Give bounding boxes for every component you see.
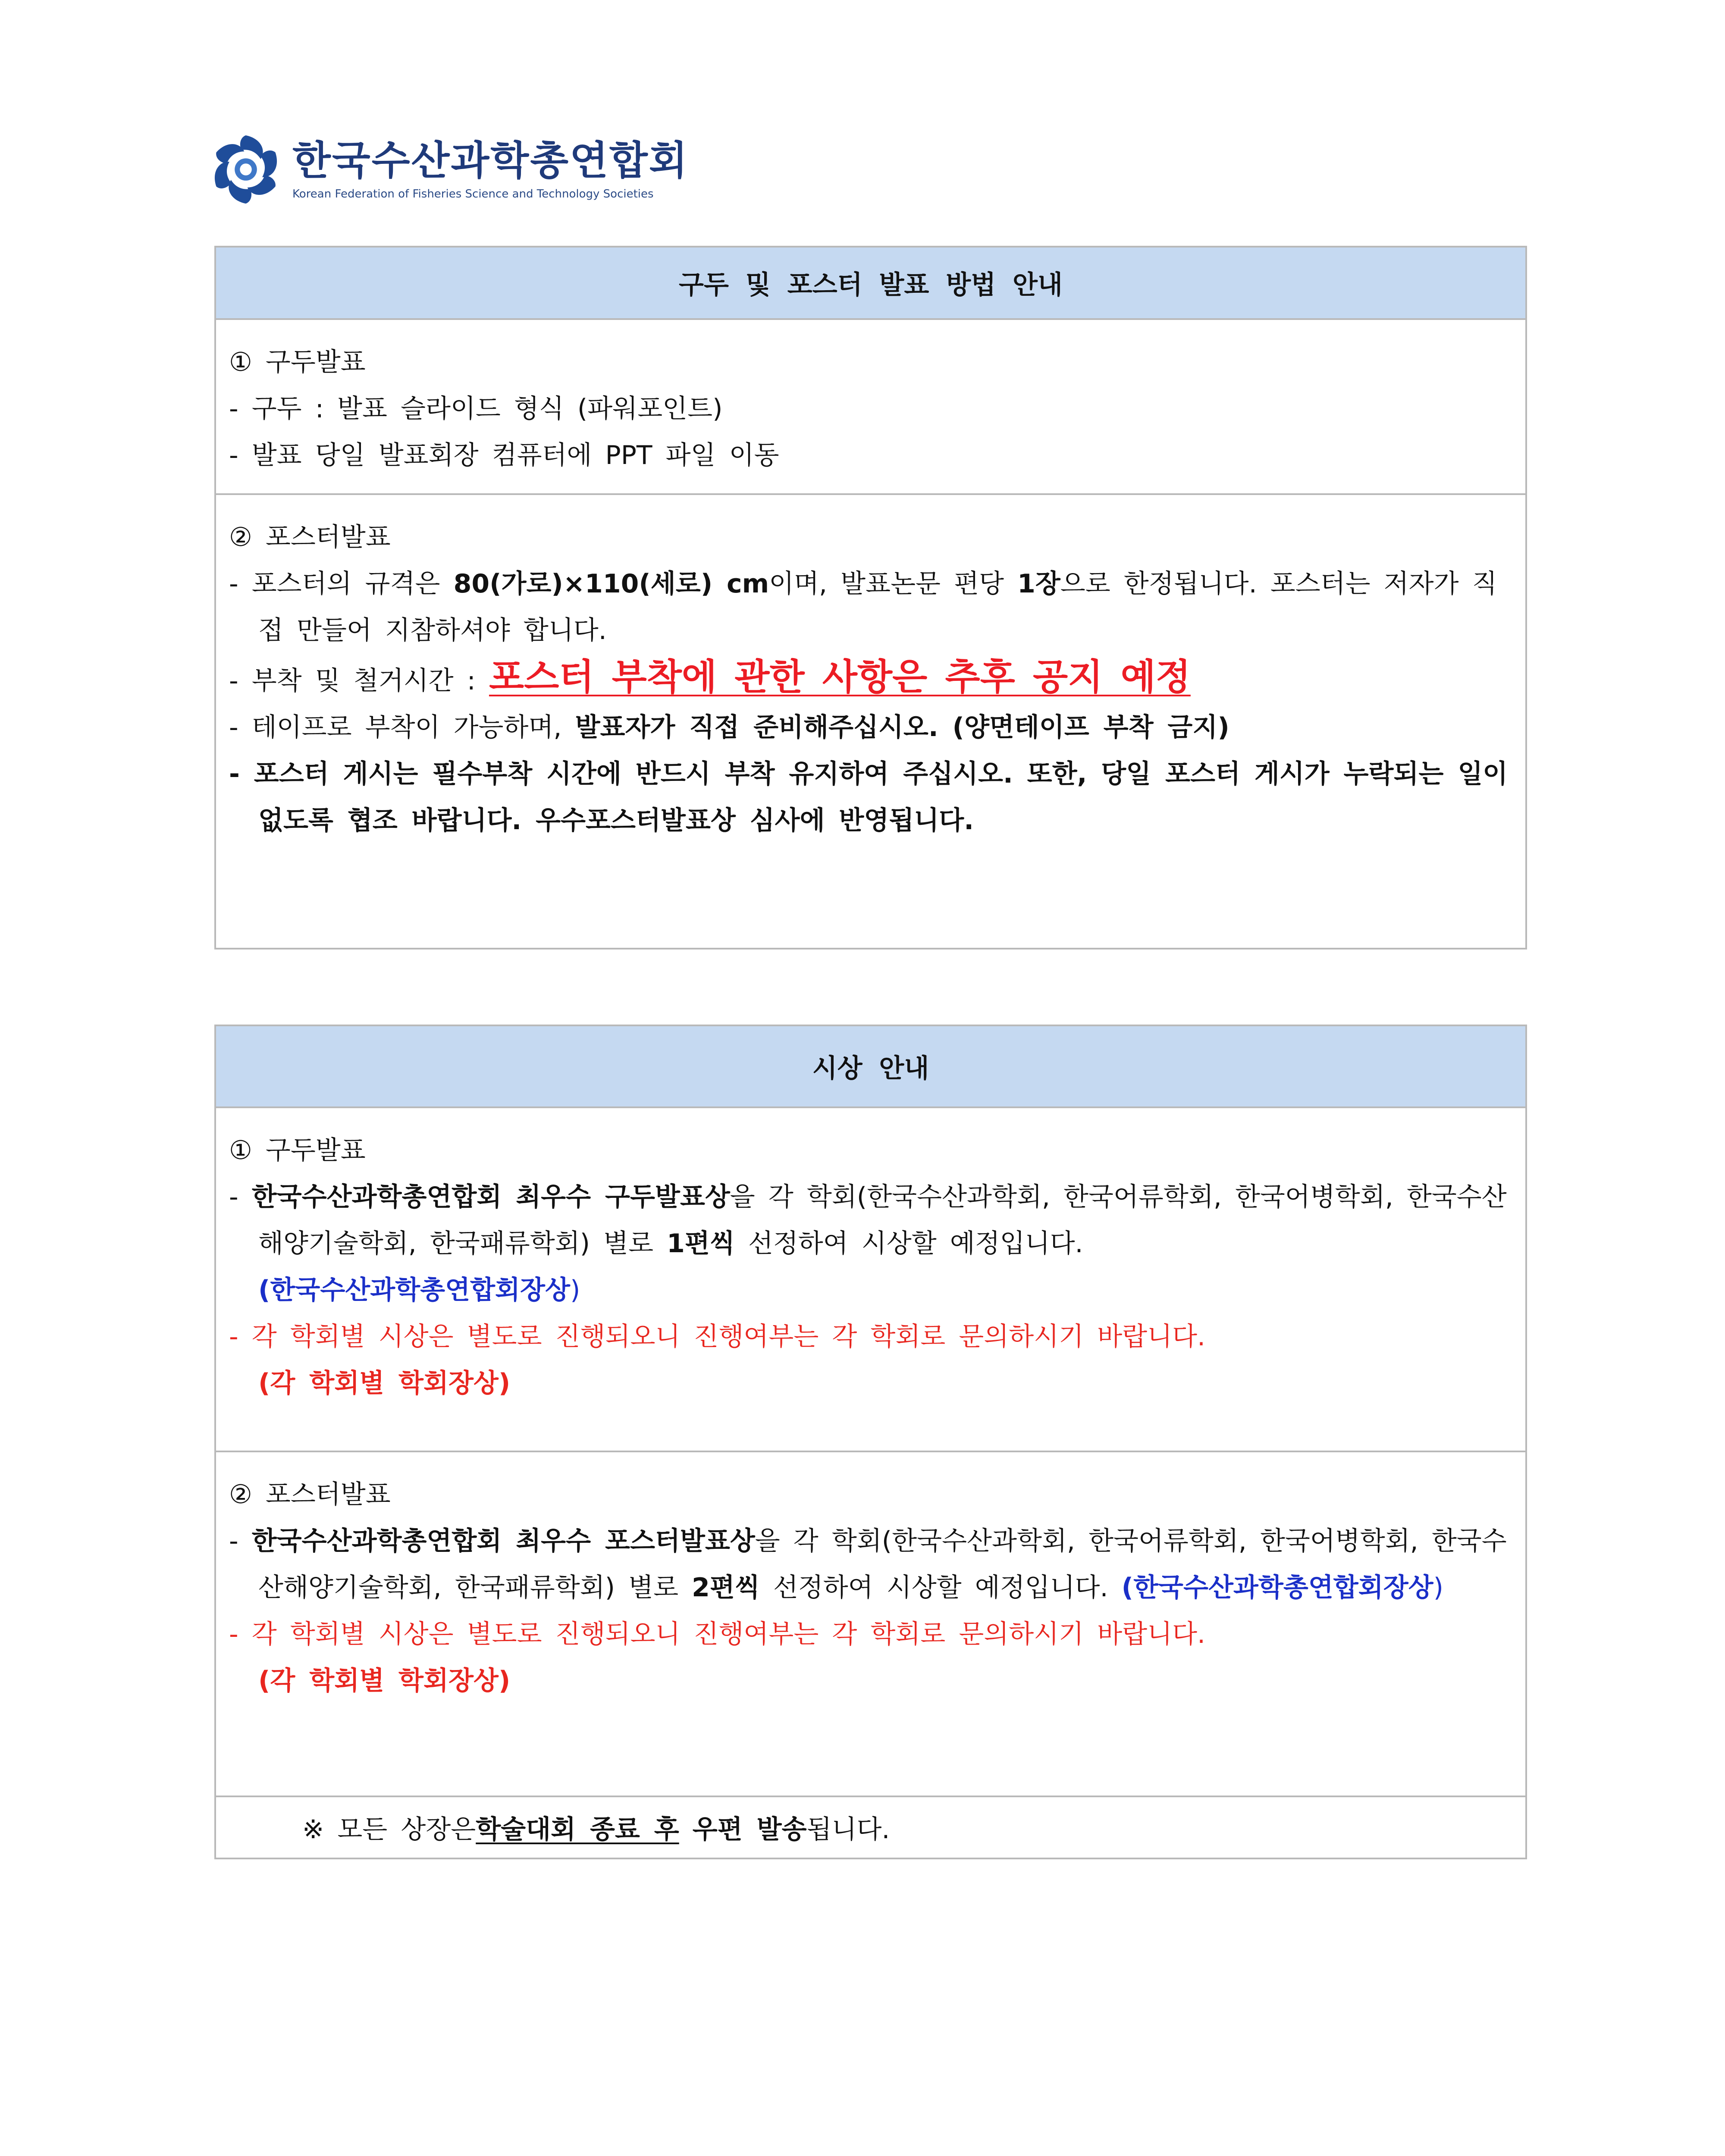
poster-count-value: 1장 bbox=[1017, 569, 1060, 599]
federation-name-korean: 한국수산과학총연합회 bbox=[292, 138, 689, 184]
poster-award-title-close: ) bbox=[1433, 1573, 1444, 1603]
poster-award-name: 한국수산과학총연합회 최우수 포스터발표상 bbox=[251, 1526, 755, 1556]
award-guide-title: 시상 안내 bbox=[216, 1026, 1525, 1108]
poster-tape-prefix: - 테이프로 부착이 가능하며, bbox=[229, 712, 575, 743]
poster-tape-line bbox=[229, 704, 1512, 751]
oral-award-count: 1편씩 bbox=[667, 1228, 735, 1259]
award-guide-box bbox=[214, 1025, 1527, 1859]
oral-award-title-close: ) bbox=[570, 1275, 580, 1305]
oral-award-heading: ① 구두발표 bbox=[229, 1135, 366, 1166]
poster-award-suffix: 선정하여 시상할 예정입니다. bbox=[759, 1573, 1122, 1603]
poster-attach-time-line bbox=[229, 654, 1512, 704]
poster-attach-notice: 포스터 부착에 관한 사항은 추후 공지 예정 bbox=[489, 656, 1191, 698]
award-note-suffix: 됩니다. bbox=[806, 1814, 890, 1845]
federation-emblem-icon bbox=[209, 132, 283, 207]
poster-award-middle: 을 각 학회(한국수산과학회, 한국어류학회, 한국어병학회, 한국수산해양기술학회, 한국패류학회) 별로 bbox=[258, 1526, 1507, 1603]
oral-society-award: (각 학회별 학회장상) bbox=[258, 1368, 511, 1398]
poster-award-title: (한국수산과학총연합회장상 bbox=[1121, 1573, 1433, 1603]
poster-size-value: 80(가로)×110(세로) cm bbox=[453, 569, 769, 599]
poster-tape-notice: 발표자가 직접 준비해주십시오. (양면테이프 부착 금지) bbox=[575, 712, 1229, 743]
federation-logo bbox=[209, 128, 689, 210]
oral-award-suffix: 선정하여 시상할 예정입니다. bbox=[734, 1228, 1083, 1259]
poster-display-notice: - 포스터 게시는 필수부착 시간에 반드시 부착 유지하여 주십시오. 또한, 당일 포스터 게시가 누락되는 일이 없도록 협조 바랍니다. 우수포스터발표상 심사에 반영됩니다. bbox=[229, 759, 1508, 836]
poster-award-dash: - bbox=[229, 1526, 252, 1556]
poster-award-description bbox=[229, 1518, 1512, 1611]
poster-award-heading: ② 포스터발표 bbox=[229, 1479, 391, 1510]
federation-name-english: Korean Federation of Fisheries Science and Technology Societies bbox=[292, 188, 654, 201]
poster-award-count: 2편씩 bbox=[692, 1573, 760, 1603]
poster-attach-label: - 부착 및 철거시간 : bbox=[229, 666, 489, 696]
award-note-method: 우편 발송 bbox=[692, 1814, 807, 1845]
oral-award-dash: - bbox=[229, 1182, 252, 1212]
poster-presentation-section bbox=[216, 495, 1525, 948]
oral-award-section bbox=[216, 1108, 1525, 1452]
oral-award-name: 한국수산과학총연합회 최우수 구두발표상 bbox=[251, 1182, 730, 1212]
poster-size-suffix: 으로 한정됩니다. 포스터는 저자가 직접 만들어 지참하셔야 합니다. bbox=[258, 569, 1497, 646]
oral-presentation-section bbox=[216, 320, 1525, 495]
poster-presentation-heading: ② 포스터발표 bbox=[229, 522, 391, 552]
award-note-timing: 학술대회 종료 후 bbox=[476, 1814, 679, 1845]
award-note-prefix: ※ 모든 상장은 bbox=[302, 1814, 476, 1845]
poster-society-award: (각 학회별 학회장상) bbox=[258, 1666, 511, 1696]
award-note-space bbox=[679, 1812, 693, 1843]
poster-award-section bbox=[216, 1452, 1525, 1797]
oral-presentation-heading: ① 구두발표 bbox=[229, 347, 366, 377]
oral-award-title: (한국수산과학총연합회장상 bbox=[258, 1275, 570, 1305]
poster-society-award-notice: - 각 학회별 시상은 별도로 진행되오니 진행여부는 각 학회로 문의하시기 바랍니다. bbox=[229, 1619, 1206, 1649]
presentation-guide-title: 구두 및 포스터 발표 방법 안내 bbox=[216, 248, 1525, 320]
oral-award-description bbox=[229, 1174, 1512, 1313]
award-delivery-note bbox=[216, 1797, 1525, 1858]
poster-size-rule bbox=[229, 561, 1512, 654]
poster-size-prefix: - 포스터의 규격은 bbox=[229, 569, 454, 599]
poster-size-middle: 이며, 발표논문 편당 bbox=[769, 569, 1018, 599]
presentation-guide-box bbox=[214, 246, 1527, 950]
oral-format-line: - 구두 : 발표 슬라이드 형식 (파워포인트) bbox=[229, 394, 723, 424]
oral-award-middle: 을 각 학회(한국수산과학회, 한국어류학회, 한국어병학회, 한국수산해양기술학회, 한국패류학회) 별로 bbox=[258, 1182, 1507, 1259]
oral-society-award-notice: - 각 학회별 시상은 별도로 진행되오니 진행여부는 각 학회로 문의하시기 바랍니다. bbox=[229, 1322, 1206, 1352]
oral-ppt-line: - 발표 당일 발표회장 컴퓨터에 PPT 파일 이동 bbox=[229, 440, 779, 470]
